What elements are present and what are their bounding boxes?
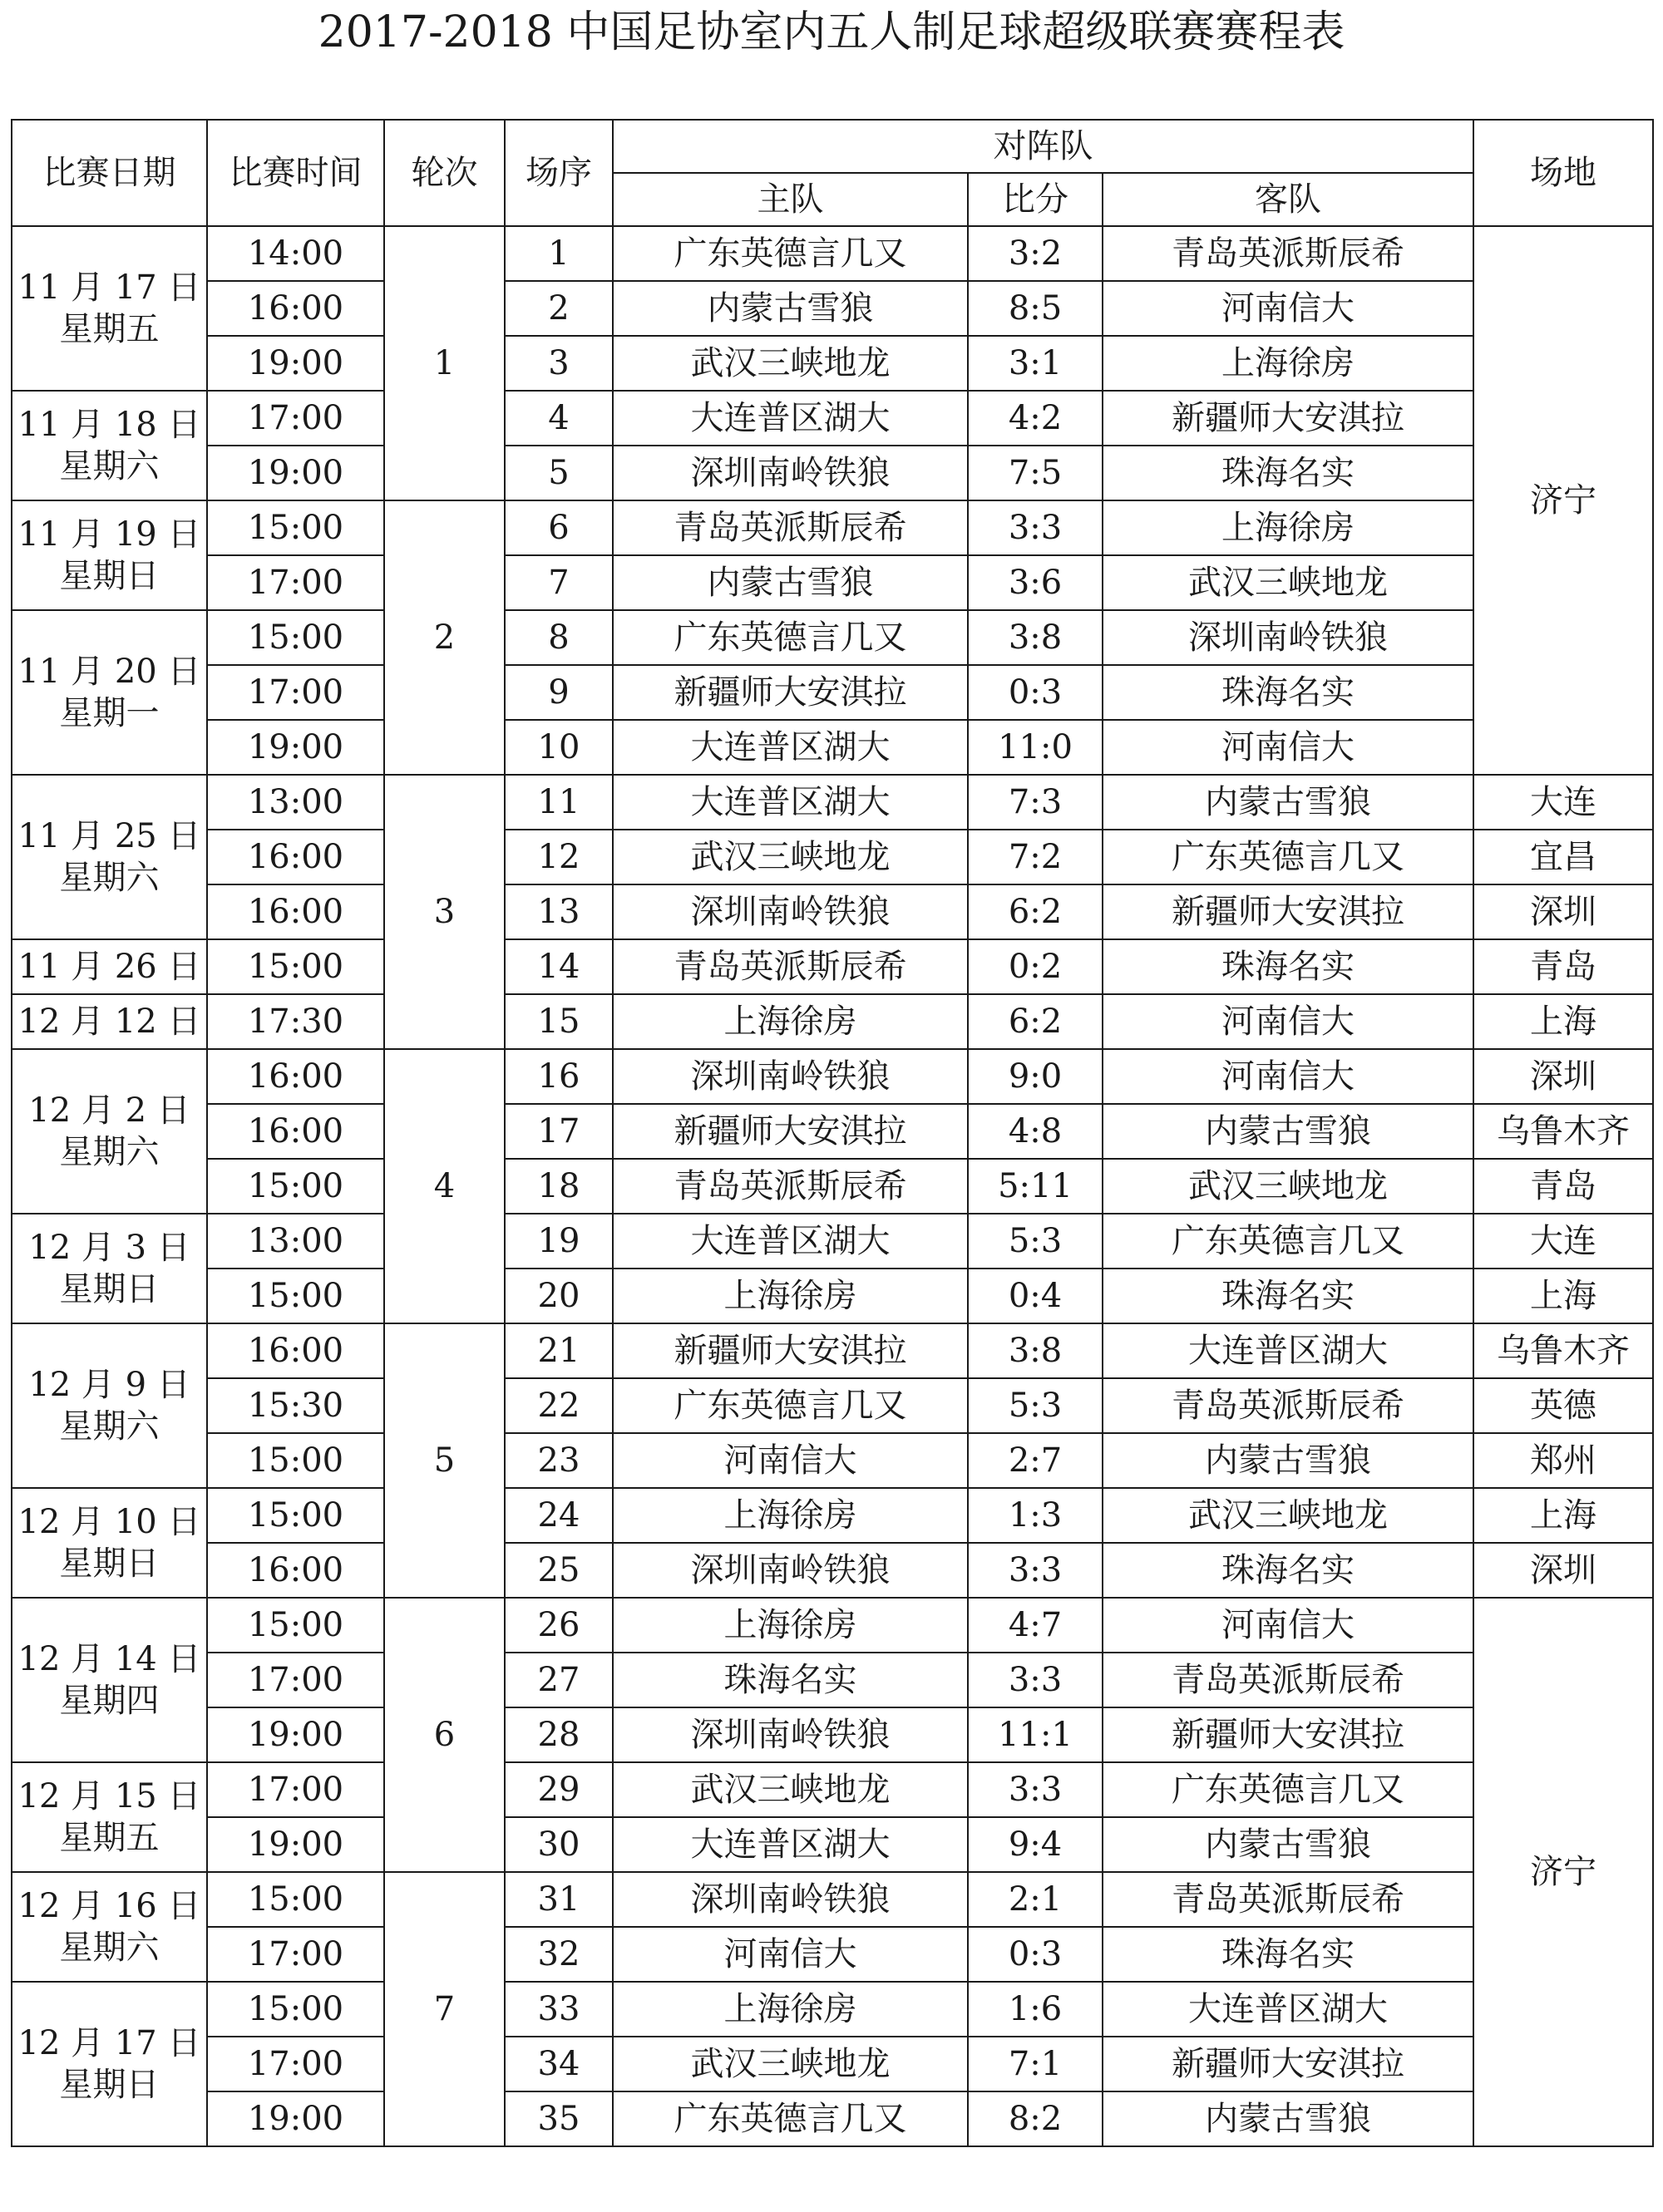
- match-score: 3:2: [968, 226, 1103, 281]
- match-date: 11 月 26 日: [12, 939, 207, 994]
- match-date: 12 月 12 日: [12, 994, 207, 1049]
- away-team: 大连普区湖大: [1103, 1982, 1473, 2037]
- match-date: 12 月 10 日 星期日: [12, 1488, 207, 1598]
- match-venue: 上海: [1473, 1269, 1653, 1323]
- match-time: 15:00: [207, 1982, 384, 2037]
- away-team: 河南信大: [1103, 1049, 1473, 1104]
- match-round: 4: [384, 1049, 505, 1323]
- home-team: 武汉三峡地龙: [613, 336, 968, 391]
- table-row: [12, 1817, 1653, 1872]
- match-round: 7: [384, 1872, 505, 2146]
- match-number: 24: [505, 1488, 613, 1543]
- home-team: 青岛英派斯辰希: [613, 1159, 968, 1214]
- match-score: 7:1: [968, 2037, 1103, 2091]
- match-number: 18: [505, 1159, 613, 1214]
- match-number: 25: [505, 1543, 613, 1598]
- page-title: 2017-2018 中国足协室内五人制足球超级联赛赛程表: [318, 7, 1345, 57]
- home-team: 新疆师大安淇拉: [613, 665, 968, 720]
- table-row: [12, 1707, 1653, 1762]
- table-row: [12, 1653, 1653, 1707]
- match-date: 12 月 2 日 星期六: [12, 1049, 207, 1214]
- away-team: 内蒙古雪狼: [1103, 1817, 1473, 1872]
- match-time: 16:00: [207, 281, 384, 336]
- away-team: 青岛英派斯辰希: [1103, 1872, 1473, 1927]
- table-row: [12, 281, 1653, 336]
- match-number: 29: [505, 1762, 613, 1817]
- away-team: 广东英德言几又: [1103, 830, 1473, 884]
- match-score: 1:3: [968, 1488, 1103, 1543]
- match-score: 3:3: [968, 500, 1103, 555]
- home-team: 大连普区湖大: [613, 391, 968, 446]
- match-time: 15:00: [207, 939, 384, 994]
- home-team: 广东英德言几又: [613, 610, 968, 665]
- match-time: 19:00: [207, 336, 384, 391]
- away-team: 上海徐房: [1103, 500, 1473, 555]
- match-number: 11: [505, 775, 613, 830]
- match-number: 3: [505, 336, 613, 391]
- match-round: 5: [384, 1323, 505, 1598]
- match-time: 19:00: [207, 446, 384, 500]
- table-row: [12, 446, 1653, 500]
- away-team: 内蒙古雪狼: [1103, 1433, 1473, 1488]
- table-row: [12, 1982, 1653, 2037]
- table-row: [12, 1488, 1653, 1543]
- home-team: 新疆师大安淇拉: [613, 1323, 968, 1378]
- match-number: 23: [505, 1433, 613, 1488]
- match-venue: 济宁: [1473, 1598, 1653, 2146]
- table-row: [12, 1159, 1653, 1214]
- table-row: [12, 336, 1653, 391]
- home-team: 深圳南岭铁狼: [613, 1049, 968, 1104]
- table-row: [12, 1049, 1653, 1104]
- match-time: 17:30: [207, 994, 384, 1049]
- match-venue: 青岛: [1473, 1159, 1653, 1214]
- match-score: 11:0: [968, 720, 1103, 775]
- away-team: 内蒙古雪狼: [1103, 2091, 1473, 2146]
- table-row: [12, 1543, 1653, 1598]
- header-round: 轮次: [384, 120, 505, 226]
- match-venue: 深圳: [1473, 1049, 1653, 1104]
- match-score: 3:3: [968, 1543, 1103, 1598]
- match-number: 5: [505, 446, 613, 500]
- match-venue: 郑州: [1473, 1433, 1653, 1488]
- table-row: [12, 665, 1653, 720]
- match-score: 0:3: [968, 1927, 1103, 1982]
- away-team: 河南信大: [1103, 1598, 1473, 1653]
- match-time: 14:00: [207, 226, 384, 281]
- home-team: 新疆师大安淇拉: [613, 1104, 968, 1159]
- table-row: [12, 1214, 1653, 1269]
- match-number: 33: [505, 1982, 613, 2037]
- home-team: 大连普区湖大: [613, 1817, 968, 1872]
- home-team: 河南信大: [613, 1927, 968, 1982]
- match-score: 0:4: [968, 1269, 1103, 1323]
- home-team: 上海徐房: [613, 1598, 968, 1653]
- away-team: 上海徐房: [1103, 336, 1473, 391]
- match-time: 15:00: [207, 1872, 384, 1927]
- match-venue: 青岛: [1473, 939, 1653, 994]
- home-team: 深圳南岭铁狼: [613, 1543, 968, 1598]
- table-row: [12, 1872, 1653, 1927]
- match-number: 10: [505, 720, 613, 775]
- away-team: 珠海名实: [1103, 1269, 1473, 1323]
- match-round: 6: [384, 1598, 505, 1872]
- home-team: 深圳南岭铁狼: [613, 1872, 968, 1927]
- match-number: 16: [505, 1049, 613, 1104]
- match-score: 1:6: [968, 1982, 1103, 2037]
- match-round: 3: [384, 775, 505, 1049]
- match-venue: 上海: [1473, 1488, 1653, 1543]
- match-venue: 宜昌: [1473, 830, 1653, 884]
- match-time: 19:00: [207, 1707, 384, 1762]
- away-team: 武汉三峡地龙: [1103, 1488, 1473, 1543]
- away-team: 内蒙古雪狼: [1103, 1104, 1473, 1159]
- table-row: [12, 226, 1653, 281]
- match-time: 15:00: [207, 1598, 384, 1653]
- match-time: 17:00: [207, 1653, 384, 1707]
- match-score: 4:2: [968, 391, 1103, 446]
- match-score: 8:5: [968, 281, 1103, 336]
- match-number: 12: [505, 830, 613, 884]
- match-score: 4:8: [968, 1104, 1103, 1159]
- match-number: 32: [505, 1927, 613, 1982]
- header-home: 主队: [613, 173, 968, 226]
- table-row: [12, 391, 1653, 446]
- schedule-table: [11, 119, 1654, 2147]
- match-score: 6:2: [968, 884, 1103, 939]
- match-number: 9: [505, 665, 613, 720]
- match-number: 17: [505, 1104, 613, 1159]
- match-time: 19:00: [207, 2091, 384, 2146]
- home-team: 上海徐房: [613, 994, 968, 1049]
- match-number: 28: [505, 1707, 613, 1762]
- match-number: 35: [505, 2091, 613, 2146]
- match-number: 7: [505, 555, 613, 610]
- match-number: 30: [505, 1817, 613, 1872]
- match-venue: 乌鲁木齐: [1473, 1104, 1653, 1159]
- match-venue: 大连: [1473, 1214, 1653, 1269]
- match-date: 11 月 25 日 星期六: [12, 775, 207, 939]
- away-team: 广东英德言几又: [1103, 1214, 1473, 1269]
- match-round: 1: [384, 226, 505, 500]
- home-team: 大连普区湖大: [613, 720, 968, 775]
- match-time: 17:00: [207, 1762, 384, 1817]
- away-team: 青岛英派斯辰希: [1103, 1378, 1473, 1433]
- match-score: 2:7: [968, 1433, 1103, 1488]
- match-time: 17:00: [207, 2037, 384, 2091]
- away-team: 新疆师大安淇拉: [1103, 2037, 1473, 2091]
- match-number: 8: [505, 610, 613, 665]
- match-venue: 深圳: [1473, 884, 1653, 939]
- header-matchup: 对阵队: [613, 120, 1473, 173]
- table-row: [12, 1323, 1653, 1378]
- away-team: 新疆师大安淇拉: [1103, 884, 1473, 939]
- table-row: [12, 1927, 1653, 1982]
- home-team: 深圳南岭铁狼: [613, 1707, 968, 1762]
- match-time: 15:00: [207, 1269, 384, 1323]
- home-team: 河南信大: [613, 1433, 968, 1488]
- match-score: 7:3: [968, 775, 1103, 830]
- table-row: [12, 1269, 1653, 1323]
- match-date: 12 月 15 日 星期五: [12, 1762, 207, 1872]
- away-team: 内蒙古雪狼: [1103, 775, 1473, 830]
- match-date: 11 月 17 日 星期五: [12, 226, 207, 391]
- home-team: 内蒙古雪狼: [613, 281, 968, 336]
- match-venue: 济宁: [1473, 226, 1653, 775]
- home-team: 上海徐房: [613, 1488, 968, 1543]
- match-time: 15:00: [207, 610, 384, 665]
- table-row: [12, 1378, 1653, 1433]
- home-team: 武汉三峡地龙: [613, 1762, 968, 1817]
- match-time: 15:00: [207, 1488, 384, 1543]
- match-time: 15:00: [207, 500, 384, 555]
- match-score: 3:6: [968, 555, 1103, 610]
- match-number: 14: [505, 939, 613, 994]
- match-date: 12 月 16 日 星期六: [12, 1872, 207, 1982]
- home-team: 珠海名实: [613, 1653, 968, 1707]
- match-score: 6:2: [968, 994, 1103, 1049]
- away-team: 河南信大: [1103, 720, 1473, 775]
- table-row: [12, 1433, 1653, 1488]
- table-row: [12, 610, 1653, 665]
- home-team: 深圳南岭铁狼: [613, 884, 968, 939]
- match-venue: 上海: [1473, 994, 1653, 1049]
- table-row: [12, 500, 1653, 555]
- match-score: 2:1: [968, 1872, 1103, 1927]
- match-date: 12 月 14 日 星期四: [12, 1598, 207, 1762]
- table-row: [12, 1762, 1653, 1817]
- away-team: 深圳南岭铁狼: [1103, 610, 1473, 665]
- match-time: 15:00: [207, 1433, 384, 1488]
- table-row: [12, 1598, 1653, 1653]
- match-number: 2: [505, 281, 613, 336]
- match-score: 3:8: [968, 610, 1103, 665]
- match-time: 15:00: [207, 1159, 384, 1214]
- away-team: 珠海名实: [1103, 446, 1473, 500]
- match-score: 5:11: [968, 1159, 1103, 1214]
- match-number: 21: [505, 1323, 613, 1378]
- home-team: 内蒙古雪狼: [613, 555, 968, 610]
- match-score: 9:4: [968, 1817, 1103, 1872]
- match-score: 7:2: [968, 830, 1103, 884]
- home-team: 广东英德言几又: [613, 226, 968, 281]
- match-date: 11 月 19 日 星期日: [12, 500, 207, 610]
- match-time: 16:00: [207, 1543, 384, 1598]
- header-time: 比赛时间: [207, 120, 384, 226]
- header-score: 比分: [968, 173, 1103, 226]
- match-time: 17:00: [207, 1927, 384, 1982]
- away-team: 武汉三峡地龙: [1103, 555, 1473, 610]
- table-row: [12, 830, 1653, 884]
- away-team: 珠海名实: [1103, 939, 1473, 994]
- match-score: 5:3: [968, 1214, 1103, 1269]
- match-time: 15:30: [207, 1378, 384, 1433]
- away-team: 青岛英派斯辰希: [1103, 226, 1473, 281]
- match-score: 7:5: [968, 446, 1103, 500]
- home-team: 青岛英派斯辰希: [613, 500, 968, 555]
- match-score: 4:7: [968, 1598, 1103, 1653]
- match-number: 4: [505, 391, 613, 446]
- match-time: 13:00: [207, 1214, 384, 1269]
- home-team: 武汉三峡地龙: [613, 830, 968, 884]
- match-round: 2: [384, 500, 505, 775]
- away-team: 新疆师大安淇拉: [1103, 391, 1473, 446]
- match-time: 19:00: [207, 720, 384, 775]
- header-date: 比赛日期: [12, 120, 207, 226]
- match-date: 12 月 17 日 星期日: [12, 1982, 207, 2146]
- match-time: 19:00: [207, 1817, 384, 1872]
- table-row: [12, 555, 1653, 610]
- home-team: 武汉三峡地龙: [613, 2037, 968, 2091]
- home-team: 上海徐房: [613, 1269, 968, 1323]
- match-score: 8:2: [968, 2091, 1103, 2146]
- table-row: [12, 775, 1653, 830]
- match-score: 3:1: [968, 336, 1103, 391]
- table-row: [12, 2091, 1653, 2146]
- match-score: 11:1: [968, 1707, 1103, 1762]
- away-team: 河南信大: [1103, 994, 1473, 1049]
- match-score: 3:3: [968, 1653, 1103, 1707]
- header-venue: 场地: [1473, 120, 1653, 226]
- away-team: 广东英德言几又: [1103, 1762, 1473, 1817]
- match-number: 27: [505, 1653, 613, 1707]
- match-number: 34: [505, 2037, 613, 2091]
- match-time: 16:00: [207, 884, 384, 939]
- away-team: 青岛英派斯辰希: [1103, 1653, 1473, 1707]
- away-team: 武汉三峡地龙: [1103, 1159, 1473, 1214]
- away-team: 珠海名实: [1103, 1927, 1473, 1982]
- match-date: 12 月 3 日 星期日: [12, 1214, 207, 1323]
- match-number: 6: [505, 500, 613, 555]
- away-team: 珠海名实: [1103, 1543, 1473, 1598]
- home-team: 青岛英派斯辰希: [613, 939, 968, 994]
- match-venue: 英德: [1473, 1378, 1653, 1433]
- away-team: 新疆师大安淇拉: [1103, 1707, 1473, 1762]
- match-score: 5:3: [968, 1378, 1103, 1433]
- away-team: 珠海名实: [1103, 665, 1473, 720]
- match-number: 13: [505, 884, 613, 939]
- home-team: 深圳南岭铁狼: [613, 446, 968, 500]
- table-row: [12, 1104, 1653, 1159]
- match-number: 19: [505, 1214, 613, 1269]
- match-number: 22: [505, 1378, 613, 1433]
- match-score: 3:8: [968, 1323, 1103, 1378]
- match-number: 20: [505, 1269, 613, 1323]
- home-team: 广东英德言几又: [613, 2091, 968, 2146]
- match-score: 9:0: [968, 1049, 1103, 1104]
- match-time: 17:00: [207, 555, 384, 610]
- away-team: 大连普区湖大: [1103, 1323, 1473, 1378]
- home-team: 上海徐房: [613, 1982, 968, 2037]
- table-row: [12, 994, 1653, 1049]
- match-number: 31: [505, 1872, 613, 1927]
- home-team: 大连普区湖大: [613, 775, 968, 830]
- table-row: [12, 939, 1653, 994]
- match-time: 17:00: [207, 665, 384, 720]
- match-date: 12 月 9 日 星期六: [12, 1323, 207, 1488]
- table-row: [12, 2037, 1653, 2091]
- match-score: 0:3: [968, 665, 1103, 720]
- match-time: 13:00: [207, 775, 384, 830]
- match-venue: 深圳: [1473, 1543, 1653, 1598]
- match-score: 0:2: [968, 939, 1103, 994]
- table-row: [12, 884, 1653, 939]
- header-away: 客队: [1103, 173, 1473, 226]
- match-venue: 大连: [1473, 775, 1653, 830]
- match-time: 16:00: [207, 1049, 384, 1104]
- match-number: 1: [505, 226, 613, 281]
- match-number: 26: [505, 1598, 613, 1653]
- home-team: 广东英德言几又: [613, 1378, 968, 1433]
- away-team: 河南信大: [1103, 281, 1473, 336]
- match-date: 11 月 18 日 星期六: [12, 391, 207, 500]
- table-row: [12, 720, 1653, 775]
- match-time: 16:00: [207, 1104, 384, 1159]
- header-row: [12, 120, 1653, 173]
- match-score: 3:3: [968, 1762, 1103, 1817]
- header-match-no: 场序: [505, 120, 613, 226]
- home-team: 大连普区湖大: [613, 1214, 968, 1269]
- match-time: 16:00: [207, 830, 384, 884]
- match-time: 17:00: [207, 391, 384, 446]
- match-number: 15: [505, 994, 613, 1049]
- match-venue: 乌鲁木齐: [1473, 1323, 1653, 1378]
- match-time: 16:00: [207, 1323, 384, 1378]
- match-date: 11 月 20 日 星期一: [12, 610, 207, 775]
